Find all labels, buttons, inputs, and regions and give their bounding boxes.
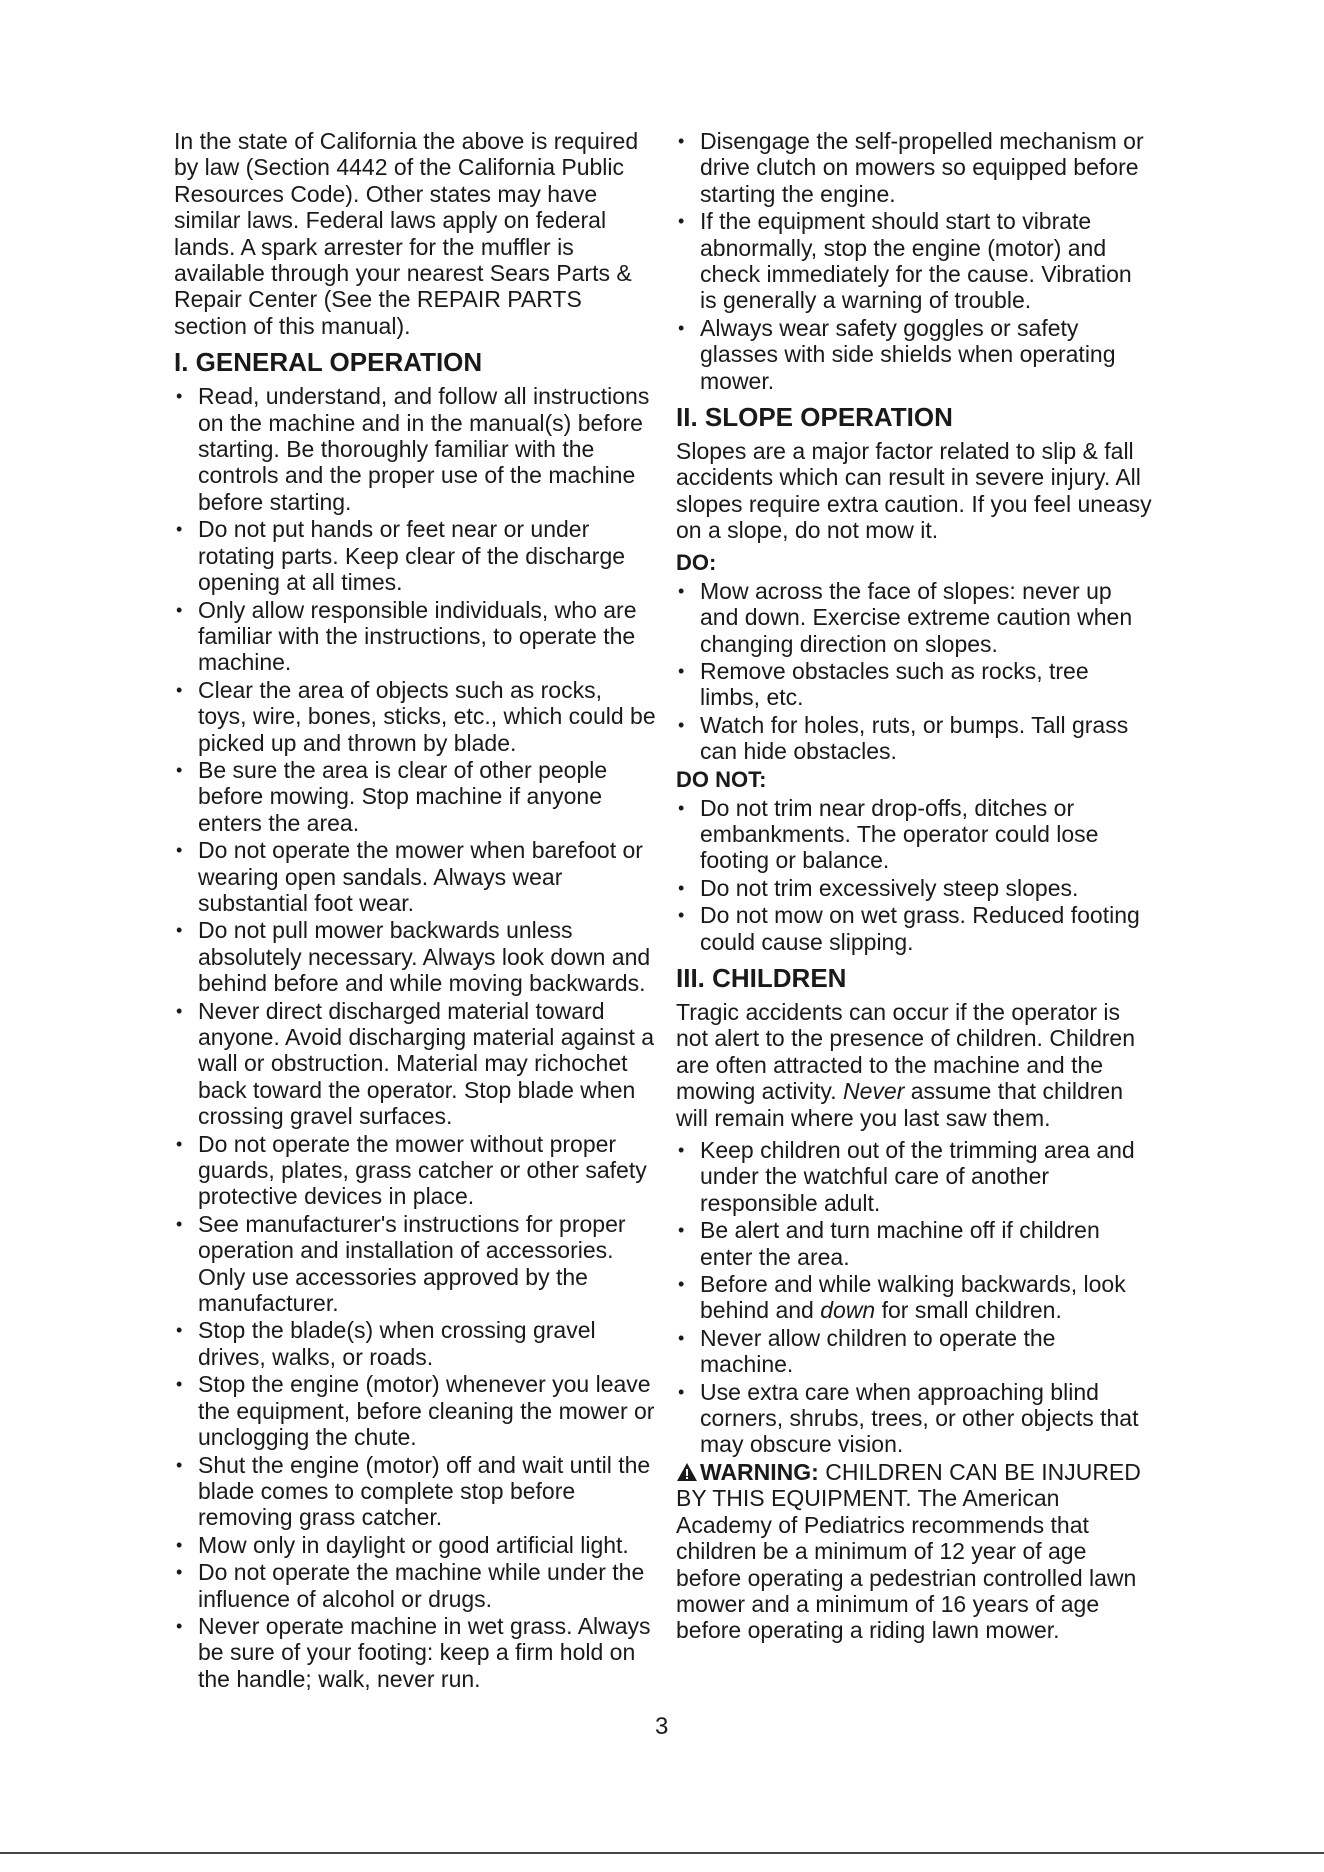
right-column xyxy=(676,128,1154,1650)
list-item: • Only allow responsible individuals, who are familiar with the instructions, to operate the machine. xyxy=(174,597,656,676)
list-item: • Mow across the face of slopes: never up and down. Exercise extreme caution when changing direction on slopes. xyxy=(676,578,1154,657)
list-item: • Shut the engine (motor) off and wait until the blade comes to complete stop before removing grass catcher. xyxy=(174,1452,656,1531)
children-item3-text-a: Before and while walking backwards, look behind and xyxy=(700,1271,1126,1324)
list-item: • Do not pull mower backwards unless absolutely necessary. Always look down and behind before and while moving backwards. xyxy=(174,917,656,996)
do-list xyxy=(676,578,1154,765)
list-item: • Stop the blade(s) when crossing gravel drives, walks, or roads. xyxy=(174,1317,656,1370)
section-children-title: III. CHILDREN xyxy=(676,962,847,993)
list-item: • Read, understand, and follow all instructions on the machine and in the manual(s) before starting. Be thoroughly familiar with the controls and the proper use of the machine before starting. xyxy=(174,383,656,515)
list-item: • Do not trim excessively steep slopes. xyxy=(676,875,1154,901)
do-heading: DO: xyxy=(676,549,717,575)
page-number: 3 xyxy=(655,1713,669,1740)
children-intro-text-b: assume that children will remain where you last saw them. xyxy=(676,1078,1123,1131)
list-item: • Do not mow on wet grass. Reduced footing could cause slipping. xyxy=(676,902,1154,955)
list-item: • Never operate machine in wet grass. Always be sure of your footing: keep a firm hold on the handle; walk, never run. xyxy=(174,1613,656,1692)
slope-intro-paragraph: Slopes are a major factor related to slip & fall accidents which can result in severe injury. All slopes require extra caution. If you feel uneasy on a slope, do not mow it. xyxy=(676,438,1152,544)
list-item: • Never direct discharged material toward anyone. Avoid discharging material against a wall or obstruction. Material may richochet back toward the operator. Stop blade when crossing gravel surfaces. xyxy=(174,998,656,1130)
section-slope-operation-title: II. SLOPE OPERATION xyxy=(676,402,953,433)
list-item: • Do not operate the mower without proper guards, plates, grass catcher or other safety protective devices in place. xyxy=(174,1131,656,1210)
list-item: • Do not operate the machine while under the influence of alcohol or drugs. xyxy=(174,1559,656,1612)
list-item: • Do not put hands or feet near or under rotating parts. Keep clear of the discharge opening at all times. xyxy=(174,516,656,595)
children-intro-text-a: Tragic accidents can occur if the operator is not alert to the presence of children. Children are often attracted to the machine and the mowing activity. xyxy=(676,998,1135,1105)
do-not-heading: DO NOT: xyxy=(676,766,767,792)
down-emphasis: down xyxy=(820,1297,876,1324)
list-item: • Stop the engine (motor) whenever you leave the equipment, before cleaning the mower or unclogging the chute. xyxy=(174,1371,656,1450)
section-general-operation-title: I. GENERAL OPERATION xyxy=(174,347,483,378)
general-operation-list xyxy=(174,383,656,1692)
warning-label: WARNING: xyxy=(700,1458,819,1485)
list-item: • Use extra care when approaching blind corners, shrubs, trees, or other objects that may obscure vision. xyxy=(676,1379,1154,1458)
children-warning xyxy=(676,1459,1154,1644)
intro-paragraph: In the state of California the above is required by law (Section 4442 of the California Public Resources Code). Other states may have similar laws. Federal laws apply on federal lands. A spark arrester for the muffler is available through your nearest Sears Parts & Repair Center (See the REPAIR PARTS section of this manual). xyxy=(174,128,639,339)
left-column xyxy=(174,128,656,1693)
list-item: • Keep children out of the trimming area and under the watchful care of another responsible adult. xyxy=(676,1137,1154,1216)
list-item xyxy=(676,1271,1154,1324)
list-item: • Disengage the self-propelled mechanism or drive clutch on mowers so equipped before starting the engine. xyxy=(676,128,1154,207)
list-item: • Do not operate the mower when barefoot or wearing open sandals. Always wear substantial foot wear. xyxy=(174,837,656,916)
list-item: • Be sure the area is clear of other people before mowing. Stop machine if anyone enters the area. xyxy=(174,757,656,836)
list-item: • Never allow children to operate the machine. xyxy=(676,1325,1154,1378)
do-not-list xyxy=(676,795,1154,955)
children-list xyxy=(676,1137,1154,1458)
warning-triangle-icon xyxy=(676,1461,698,1481)
list-item: • Remove obstacles such as rocks, tree limbs, etc. xyxy=(676,658,1154,711)
list-item: • Clear the area of objects such as rocks, toys, wire, bones, sticks, etc., which could be picked up and thrown by blade. xyxy=(174,677,656,756)
children-intro-paragraph xyxy=(676,999,1154,1131)
list-item: • If the equipment should start to vibrate abnormally, stop the engine (motor) and check immediately for the cause. Vibration is generally a warning of trouble. xyxy=(676,208,1154,314)
children-item3-text-b: for small children. xyxy=(881,1297,1062,1324)
list-item: • Do not trim near drop-offs, ditches or embankments. The operator could lose footing or balance. xyxy=(676,795,1154,874)
list-item: • Be alert and turn machine off if children enter the area. xyxy=(676,1217,1154,1270)
list-item: • Always wear safety goggles or safety glasses with side shields when operating mower. xyxy=(676,315,1154,394)
list-item: • See manufacturer's instructions for proper operation and installation of accessories. Only use accessories approved by the manufacturer. xyxy=(174,1211,656,1317)
warning-text: CHILDREN CAN BE INJURED BY THIS EQUIPMENT. The American Academy of Pediatrics recommends that children be a minimum of 12 year of age before operating a pedestrian controlled lawn mower and a minimum of 16 years of age before operating a riding lawn mower. xyxy=(676,1458,1141,1644)
never-emphasis: Never xyxy=(843,1078,905,1105)
list-item: • Mow only in daylight or good artificial light. xyxy=(174,1532,656,1558)
list-item: • Watch for holes, ruts, or bumps. Tall grass can hide obstacles. xyxy=(676,712,1154,765)
general-operation-continued-list xyxy=(676,128,1154,394)
bottom-divider xyxy=(0,1852,1324,1854)
